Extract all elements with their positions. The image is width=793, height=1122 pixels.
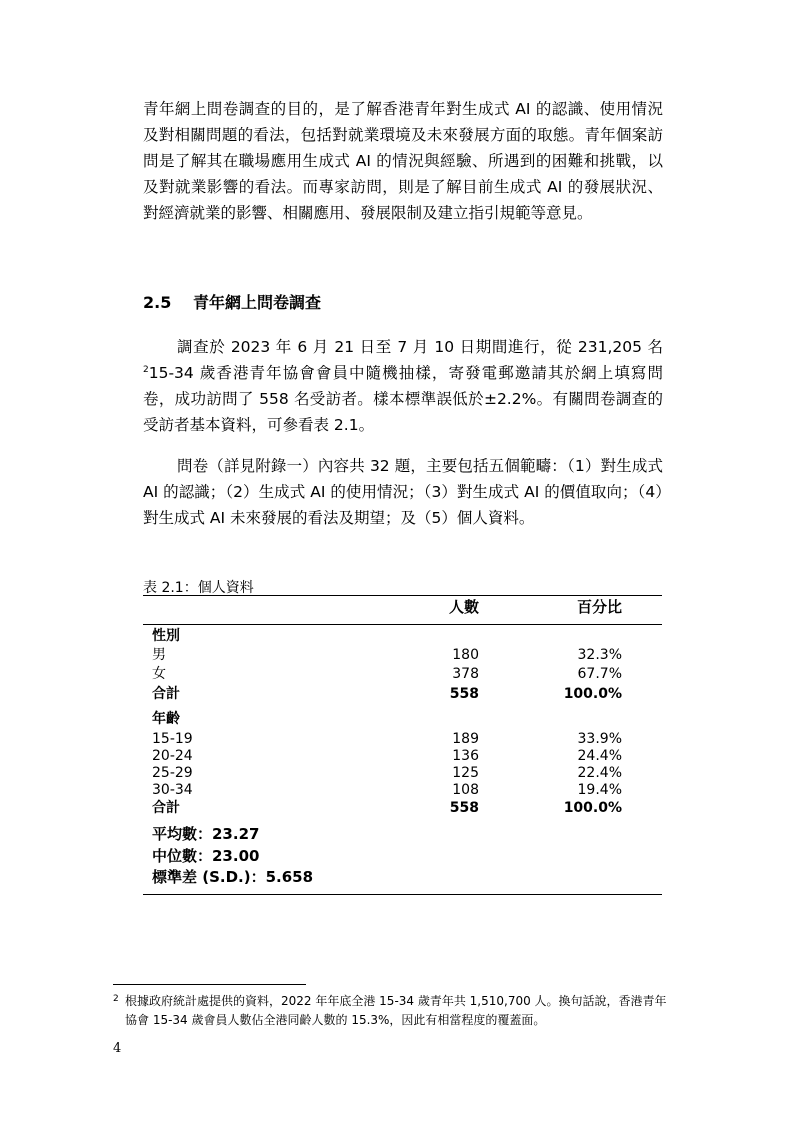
- section-heading: [143, 290, 321, 313]
- table-bottom-rule: [143, 894, 662, 895]
- row-percent: 22.4%: [577, 765, 622, 781]
- total-percent: 100.0%: [563, 800, 622, 816]
- row-count: 125: [452, 765, 479, 781]
- footnote-ref: 2: [143, 364, 149, 375]
- footnote-text: 根據政府統計處提供的資料，2022 年年底全港 15-34 歲青年共 1,510,700 人。換句話說，香港青年協會 15-34 歲會員人數佔全港同齡人數的 15.3%，因此有相當程度的覆蓋面。: [125, 994, 667, 1027]
- row-percent: 24.4%: [577, 748, 622, 764]
- stat-median: 中位數：23.00: [152, 847, 260, 865]
- footnote-separator: [113, 984, 306, 985]
- header-percent: 百分比: [576, 598, 622, 616]
- intro-paragraph: 青年網上問卷調查的目的，是了解香港青年對生成式 AI 的認識、使用情況及對相關問題的看法，包括對就業環境及未來發展方面的取態。青年個案訪問是了解其在職場應用生成式 AI 的情況與經驗、所遇到的困難和挑戰，以及對就業影響的看法。而專家訪問，則是了解目前生成式 AI 的發展狀況、對經濟就業的影響、相關應用、發展限制及建立指引規範等意見。: [143, 100, 663, 222]
- survey-text-part1: 調查於 2023 年 6 月 21 日至 7 月 10 日期間進行，從 231,205 名: [177, 338, 663, 356]
- table-header-rule: [143, 624, 662, 625]
- row-percent: 32.3%: [577, 647, 622, 663]
- row-label: 15-19: [152, 731, 193, 747]
- row-percent: 67.7%: [577, 666, 622, 682]
- total-label: 合計: [152, 800, 180, 816]
- row-percent: 19.4%: [577, 782, 622, 798]
- stat-sd: 標準差 (S.D.)：5.658: [152, 868, 314, 886]
- row-label: 25-29: [152, 765, 193, 781]
- total-label: 合計: [152, 686, 180, 702]
- row-count: 108: [452, 782, 479, 798]
- header-count: 人數: [448, 598, 479, 616]
- section-number: 2.5: [143, 293, 172, 312]
- page-number: 4: [113, 1041, 122, 1056]
- row-count: 189: [452, 731, 479, 747]
- footnote: [113, 992, 673, 1030]
- survey-text-part2: 15-34 歲香港青年協會會員中隨機抽樣，寄發電郵邀請其於網上填寫問卷，成功訪問了 558 名受訪者。樣本標準誤低於±2.2%。有關問卷調查的受訪者基本資料，可參看表 2.1。: [143, 364, 663, 434]
- row-percent: 33.9%: [577, 731, 622, 747]
- group-label-gender: 性別: [152, 628, 180, 644]
- section-title: 青年網上問卷調查: [193, 293, 322, 312]
- scope-paragraph: 問卷（詳見附錄一）內容共 32 題，主要包括五個範疇：（1）對生成式 AI 的認識；（2）生成式 AI 的使用情況；（3）對生成式 AI 的價值取向；（4）對生成式 AI 未來發展的看法及期望；及（5）個人資料。: [143, 457, 663, 527]
- total-percent: 100.0%: [563, 686, 622, 702]
- footnote-mark: 2: [113, 994, 119, 1004]
- row-count: 180: [452, 647, 479, 663]
- total-count: 558: [449, 800, 479, 816]
- row-count: 136: [452, 748, 479, 764]
- stat-mean: 平均數：23.27: [152, 825, 260, 843]
- row-label: 20-24: [152, 748, 193, 764]
- row-label: 男: [152, 647, 166, 663]
- table-top-rule: [143, 595, 662, 596]
- row-label: 女: [152, 666, 166, 682]
- survey-paragraph: [143, 334, 663, 438]
- row-label: 30-34: [152, 782, 193, 798]
- total-count: 558: [449, 686, 479, 702]
- group-label-age: 年齡: [152, 711, 180, 727]
- table-caption: 表 2.1：個人資料: [143, 580, 254, 596]
- row-count: 378: [452, 666, 479, 682]
